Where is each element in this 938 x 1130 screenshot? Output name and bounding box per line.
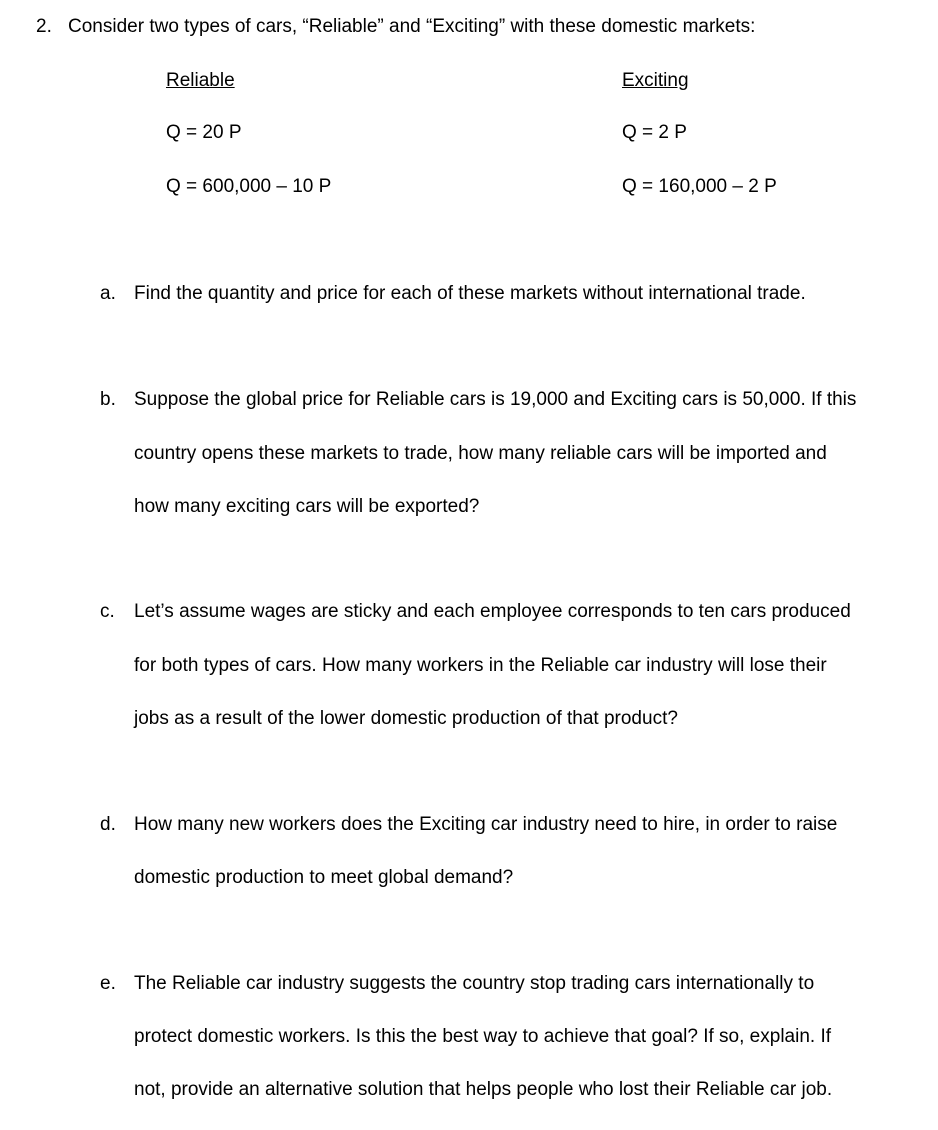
part-e-line-3: not, provide an alternative solution that helps people who lost their Reliable car job. xyxy=(134,1079,833,1100)
part-b-line-2: country opens these markets to trade, how many reliable cars will be imported and xyxy=(134,443,827,464)
part-e-line-2: protect domestic workers. Is this the best way to achieve that goal? If so, explain. If xyxy=(134,1026,832,1047)
question-number: 2. xyxy=(36,16,52,37)
reliable-heading: Reliable xyxy=(166,70,235,91)
question-intro: Consider two types of cars, “Reliable” and “Exciting” with these domestic markets: xyxy=(68,16,756,37)
part-e-line-1: The Reliable car industry suggests the country stop trading cars internationally to xyxy=(134,973,815,994)
part-b-line-3: how many exciting cars will be exported? xyxy=(134,496,480,517)
part-d-line-2: domestic production to meet global demand? xyxy=(134,867,514,888)
part-c-letter: c. xyxy=(100,601,115,622)
part-b-line-1: Suppose the global price for Reliable cars is 19,000 and Exciting cars is 50,000. If this xyxy=(134,389,857,410)
part-a-line-1: Find the quantity and price for each of these markets without international trade. xyxy=(134,283,806,304)
part-d-letter: d. xyxy=(100,814,116,835)
part-c-line-1: Let’s assume wages are sticky and each employee corresponds to ten cars produced xyxy=(134,601,851,622)
part-a-letter: a. xyxy=(100,283,116,304)
part-d-line-1: How many new workers does the Exciting car industry need to hire, in order to raise xyxy=(134,814,838,835)
reliable-supply-equation: Q = 20 P xyxy=(166,122,242,143)
part-c-line-2: for both types of cars. How many workers in the Reliable car industry will lose their xyxy=(134,655,827,676)
part-c-line-3: jobs as a result of the lower domestic production of that product? xyxy=(134,708,678,729)
exciting-heading: Exciting xyxy=(622,70,689,91)
exciting-demand-equation: Q = 160,000 – 2 P xyxy=(622,176,777,197)
exciting-supply-equation: Q = 2 P xyxy=(622,122,687,143)
reliable-demand-equation: Q = 600,000 – 10 P xyxy=(166,176,332,197)
part-b-letter: b. xyxy=(100,389,116,410)
part-e-letter: e. xyxy=(100,973,116,994)
